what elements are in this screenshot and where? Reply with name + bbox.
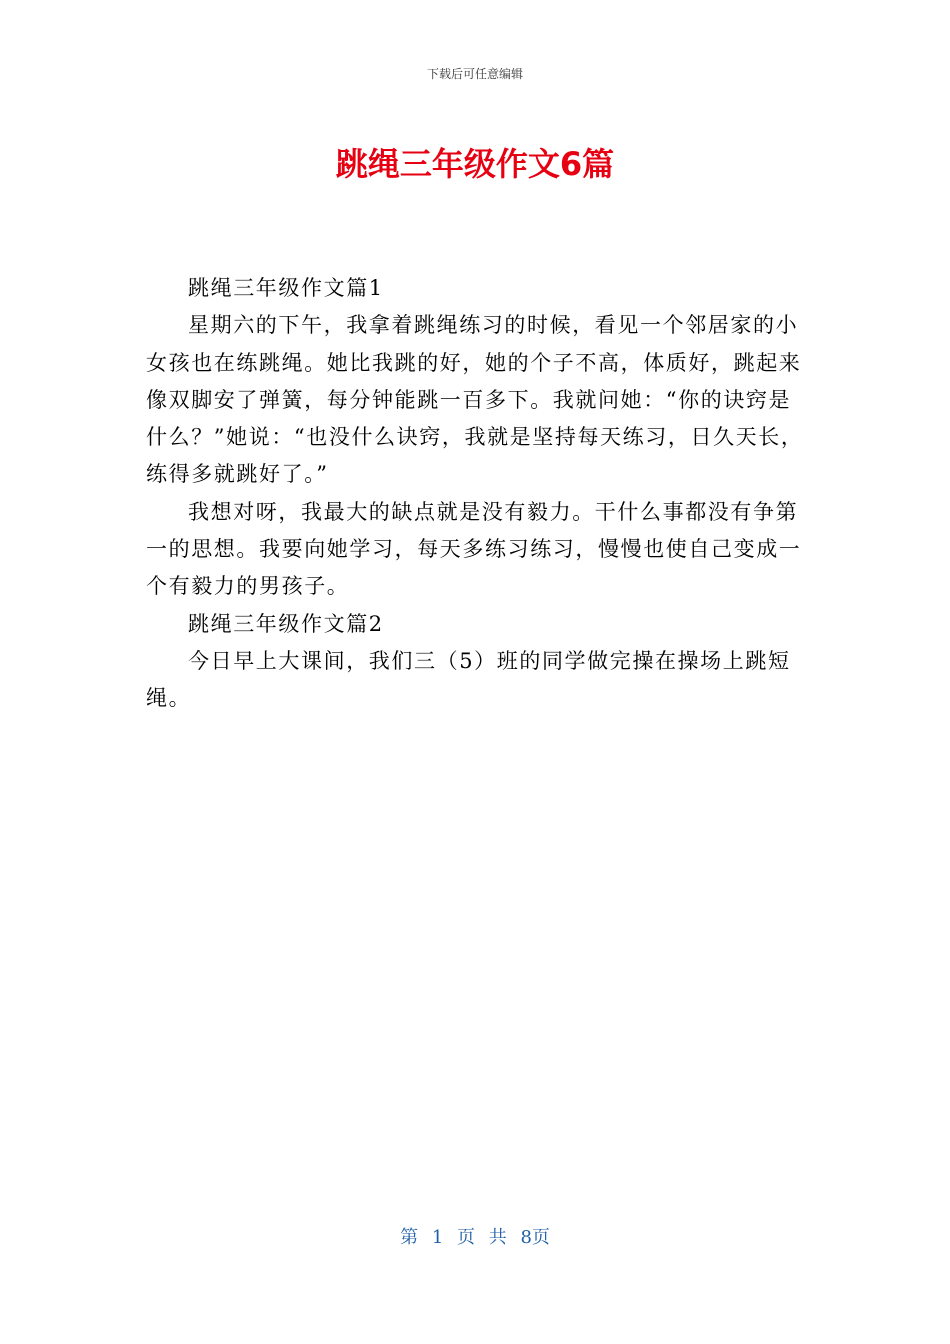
- footer-current-page: 1: [431, 1227, 444, 1248]
- page-header-note: 下载后可任意编辑: [426, 67, 523, 81]
- paragraph-3: 今日早上大课间，我们三（5）班的同学做完操在操场上跳短绳。: [146, 648, 791, 711]
- section-heading-1: 跳绳三年级作文篇1: [188, 276, 384, 300]
- footer-word-ye: 页: [457, 1227, 475, 1248]
- footer-word-page: 第: [400, 1227, 419, 1248]
- footer-word-total: 共: [488, 1227, 507, 1248]
- paragraph-2: 我想对呀，我最大的缺点就是没有毅力。干什么事都没有争第一的思想。我要向她学习，每天多练习练习，慢慢也使自己变成一个有毅力的男孩子。: [146, 499, 802, 599]
- document-title: 跳绳三年级作文6篇: [335, 145, 615, 183]
- footer-total-pages: 8页: [520, 1227, 550, 1248]
- page-footer: [0, 1226, 950, 1250]
- paragraph-1: 星期六的下午，我拿着跳绳练习的时候，看见一个邻居家的小女孩也在练跳绳。她比我跳的好，她的个子不高，体质好，跳起来像双脚安了弹簧，每分钟能跳一百多下。我就问她：“你的诀窍是什么？”她说：“也没什么诀窍，我就是坚持每天练习，日久天长，练得多就跳好了。”: [146, 313, 804, 487]
- section-heading-2: 跳绳三年级作文篇2: [188, 611, 384, 636]
- document-body: [146, 270, 806, 718]
